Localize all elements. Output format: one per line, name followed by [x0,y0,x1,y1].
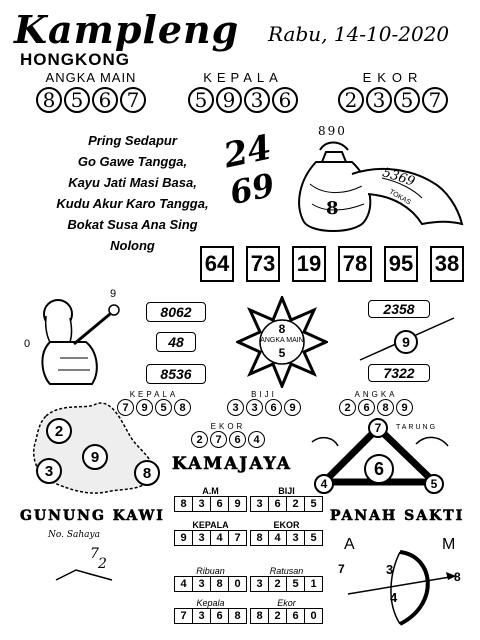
handwritten-bottom: 69 [226,165,278,213]
old-man-icon [30,292,126,390]
grid-cell: 5 [287,577,305,591]
panah-number: 8 [454,570,461,584]
panah-number: 3 [386,562,394,577]
digit-circle: 8 [174,399,191,416]
grid-cell: 7 [174,609,193,623]
grid-cell: 4 [211,531,229,545]
panah-letter-a: A [344,536,355,553]
grid-am [174,486,247,512]
grid-cell: 5 [305,497,323,511]
poem-line: Kudu Akur Karo Tangga, [56,196,209,211]
digit-circle: 6 [265,399,282,416]
poem-line: Pring Sedapur [88,133,177,148]
grid-label: Ekor [277,598,296,608]
digit-circle: 2 [191,431,208,448]
group-label: KEPALA [203,70,283,85]
poem-line: Go Gawe Tangga, [77,154,188,169]
twod-box: 38 [430,246,464,282]
twod-box: 78 [338,246,372,282]
mountain-number: 2 [98,556,107,572]
page-title: Kampleng [14,7,240,52]
digit-circle: 5 [188,87,214,113]
grid-cell: 2 [269,609,287,623]
number-circle: 9 [394,330,418,354]
digit-circle: 9 [216,87,242,113]
grid-label: EKOR [273,520,300,530]
grid-cell: 0 [305,609,323,623]
grid-cell: 2 [287,497,305,511]
twod-box: 73 [246,246,280,282]
mountain-number: 7 [90,546,99,562]
digit-circle: 3 [246,399,263,416]
twod-box: 95 [384,246,418,282]
digit-circle: 9 [396,399,413,416]
grid-cell: 6 [269,497,287,511]
twod-box: 19 [292,246,326,282]
grid-cell: 3 [193,609,211,623]
poem-block [40,130,225,256]
triangle-circle-center: 6 [364,454,394,484]
date-label: Rabu, 14-10-2020 [268,22,450,46]
poem-line: Kayu Jati Masi Basa, [68,175,197,190]
group-label: KEPALA [129,390,179,399]
grid-cell: 1 [305,577,323,591]
kepala-group [180,70,306,113]
star-bottom-number: 5 [278,346,286,360]
grid-cell: 6 [211,497,229,511]
ekor-group [330,70,456,113]
digit-circle: 6 [229,431,246,448]
panah-number: 4 [390,590,398,605]
grid-cell: 9 [174,531,193,545]
digit-circle: 9 [136,399,153,416]
kamajaya-title: KAMAJAYA [172,454,292,474]
grid-cell: 2 [269,577,287,591]
twod-box: 64 [200,246,234,282]
grid-cell: 3 [193,531,211,545]
grid-cell: 3 [193,497,211,511]
grid-cell: 7 [229,531,247,545]
grid-label: Ratusan [269,566,304,576]
bow-arrow-figure [334,532,468,632]
grid-ekor [250,520,323,546]
old-man-figure [24,288,126,390]
grid-ekor-small [250,598,323,624]
bag-ribbon-text: TOKAS [387,188,412,207]
digit-circle: 6 [358,399,375,416]
grid-kepala-small [174,598,247,624]
digit-circle: 8 [36,87,62,113]
grid-cell: 4 [174,577,193,591]
map-circle: 8 [134,460,160,486]
group-label: ANGKA [354,390,398,399]
grid-cell: 3 [287,531,305,545]
gunung-kawi-title: GUNUNG KAWI [20,508,165,524]
map-circle: 9 [82,444,108,470]
digit-circle: 9 [284,399,301,416]
grid-ratusan [250,566,323,592]
number-box: 2358 [368,300,430,318]
digit-circle: 7 [422,87,448,113]
grid-cell: 8 [229,609,247,623]
author-label: No. Sahaya [48,530,101,540]
star-top-number: 8 [278,322,286,336]
digit-circle: 2 [339,399,356,416]
angka-main-group [28,70,154,113]
star-label: ANGKA MAIN [260,337,304,344]
grid-cell: 8 [174,497,193,511]
panah-letter-m: M [442,536,456,553]
group-label: EKOR [210,422,246,431]
twod-box-row [200,246,470,282]
figure-number-top: 9 [110,288,117,300]
digit-circle: 2 [338,87,364,113]
map-circle: 2 [46,418,72,444]
group-label: ANGKA MAIN [45,70,137,85]
triangle-circle-left: 4 [314,474,334,494]
money-bag-icon [282,124,466,236]
grid-cell: 5 [305,531,323,545]
digit-circle: 5 [64,87,90,113]
grid-cell: 6 [211,609,229,623]
digit-circle: 7 [120,87,146,113]
grid-cell: 9 [229,497,247,511]
panah-number: 7 [338,562,345,576]
grid-cell: 3 [193,577,211,591]
mountain-figure [54,546,114,586]
digit-circle: 8 [377,399,394,416]
grid-cell: 8 [250,531,269,545]
grid-kepala [174,520,247,546]
digit-circle: 5 [394,87,420,113]
digit-circle: 6 [92,87,118,113]
digit-circle: 7 [117,399,134,416]
grid-ribuan [174,566,247,592]
digit-circle: 6 [272,87,298,113]
tarung-triangle [304,412,454,496]
digit-circle: 7 [210,431,227,448]
tarung-label: TARUNG [396,424,438,431]
grid-label: BIJI [278,486,295,496]
grid-cell: 8 [250,609,269,623]
grid-cell: 0 [229,577,247,591]
group-label: BIJI [251,390,277,399]
grid-cell: 4 [269,531,287,545]
grid-label: Ribuan [196,566,225,576]
handwritten-top: 24 [220,127,275,177]
bag-tag-number: 5369 [380,165,417,190]
grid-cell: 6 [287,609,305,623]
small-biji-group [222,390,306,416]
digit-circle: 5 [155,399,172,416]
bag-number: 8 [326,198,339,219]
panah-sakti-title: PANAH SAKTI [330,508,465,524]
triangle-circle-top: 7 [368,418,388,438]
small-ekor-group [186,422,270,448]
page-subtitle: HONGKONG [20,50,130,69]
triangle-circle-right: 5 [424,474,444,494]
grid-cell: 3 [250,497,269,511]
number-box: 8062 [146,302,206,322]
bag-top-number: 890 [318,124,347,138]
island-map [26,396,166,496]
digit-circle: 3 [244,87,270,113]
grid-biji [250,486,323,512]
digit-circle: 3 [227,399,244,416]
map-circle: 3 [36,458,62,484]
right-box-group [354,298,462,388]
money-bag-figure [282,124,466,236]
handwritten-numbers [222,128,282,218]
grid-cell: 8 [211,577,229,591]
star-badge [236,296,328,388]
digit-circle: 4 [248,431,265,448]
number-box: 7322 [368,364,430,382]
grid-cell: 3 [250,577,269,591]
group-label: EKOR [362,70,424,85]
grid-label: A.M [202,486,219,496]
number-box: 48 [156,332,196,352]
grid-label: Kepala [196,598,225,608]
grid-label: KEPALA [192,520,229,530]
number-box: 8536 [146,364,206,384]
digit-circle: 3 [366,87,392,113]
poem-line: Nolong [110,238,155,253]
poem-line: Bokat Susa Ana Sing [67,217,198,232]
figure-number-left: 0 [24,338,31,350]
